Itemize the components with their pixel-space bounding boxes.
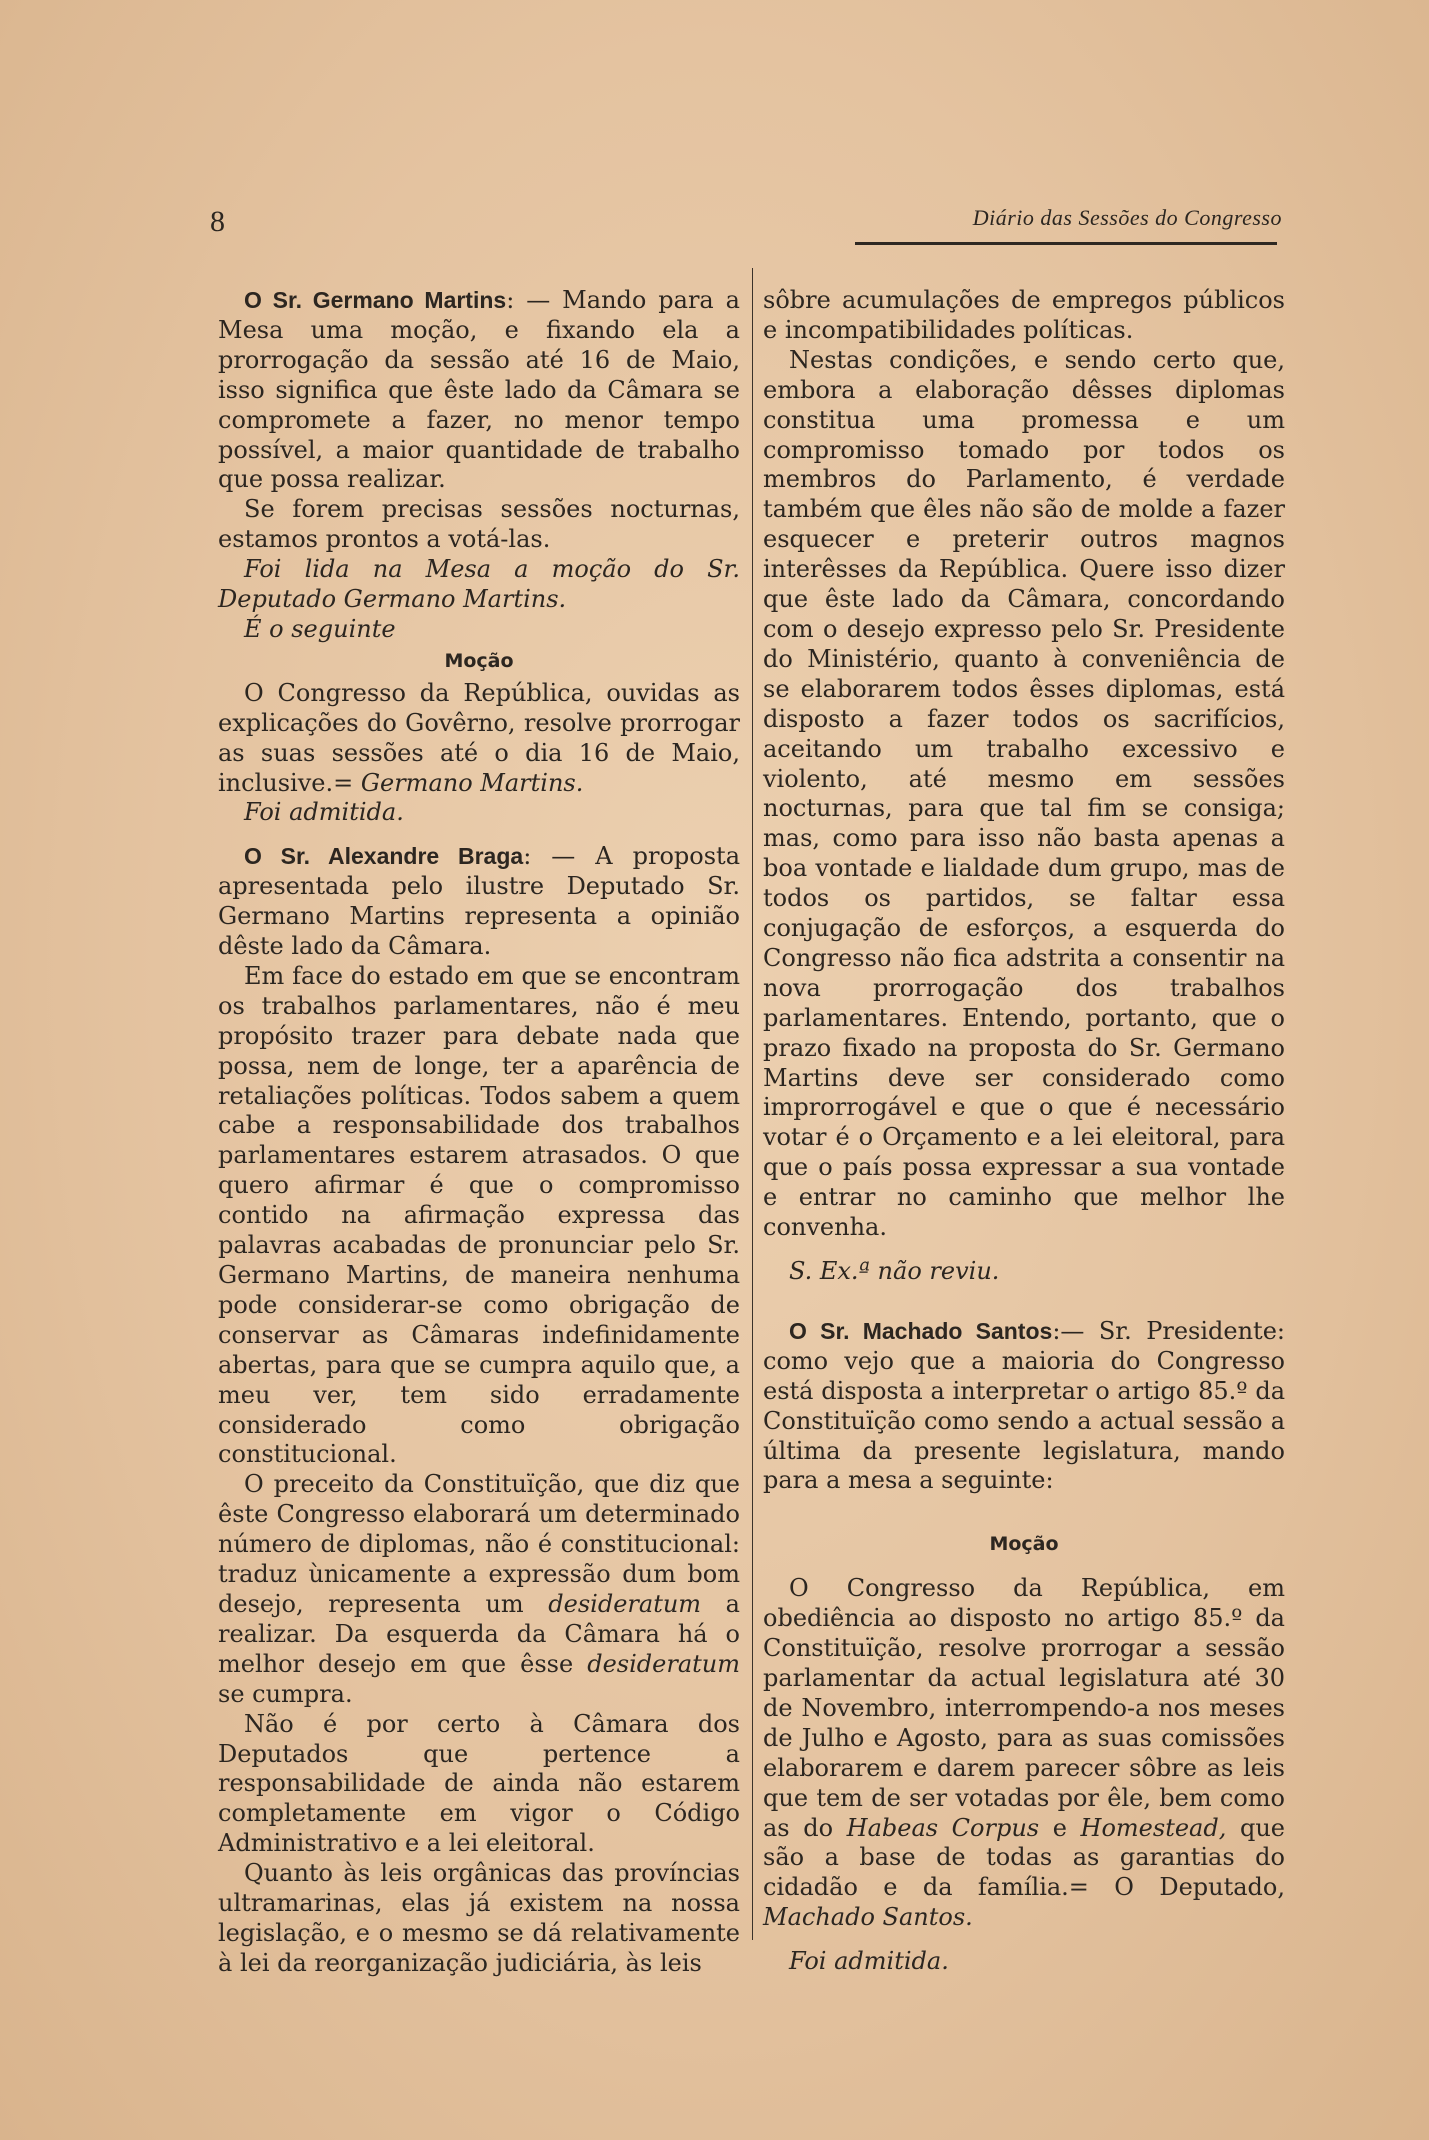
right-column bbox=[763, 272, 1285, 1977]
motion-text bbox=[218, 679, 740, 799]
admitted-note: Foi admitida. bbox=[244, 798, 404, 827]
paragraph-text: :— Sr. Presidente: como vejo que a maioria do Congresso está disposta a interpretar o artigo 85.º da Constituïção como sendo a actual sessão a última da presente legislatura, mando para a mesa a seguinte: bbox=[763, 1316, 1285, 1495]
not-reviewed-note: S. Ex.ª não reviu. bbox=[789, 1257, 1000, 1285]
paragraph bbox=[218, 286, 740, 495]
paragraph bbox=[763, 1317, 1285, 1496]
paragraph: Nestas condições, e sendo certo que, embora a elaboração dêsses diplomas constitua uma promessa e um compromisso tomado por todos os membros do Parlamento, é verdade também que êles não são de molde a fazer esquecer e preterir outros magnos interêsses da República. Quere isso dizer que êste lado da Câmara, concordando com o desejo expresso pelo Sr. Presidente do Ministério, quanto à conveniência de se elaborarem todos êsses diplomas, está disposto a fazer todos os sacrifícios, aceitando um trabalho excessivo e violento, até mesmo em sessões nocturnas, para que tal fim se consiga; mas, como para isso não basta apenas a boa vontade e lialdade dum grupo, mas de todos os partidos, se faltar essa conjugação de esforços, a esquerda do Congresso não fica adstrita a consentir na nova prorrogação dos trabalhos parlamentares. Entendo, portanto, que o prazo fixado na proposta do Sr. Germano Martins deve ser considerado como improrrogável e que o que é necessário votar é o Orçamento e a lei eleitoral, para que o país possa expressar a sua vontade e entrar no caminho que melhor lhe convenha. bbox=[763, 345, 1285, 1242]
text-span: e bbox=[1052, 1813, 1067, 1842]
paragraph bbox=[218, 1470, 740, 1709]
paragraph: Não é por certo à Câmara dos Deputados que pertence a responsabilidade de ainda não estarem completamente em vigor o Código Administrativo e a lei eleitoral. bbox=[218, 1709, 740, 1858]
column-divider bbox=[752, 268, 753, 1940]
left-column bbox=[218, 272, 740, 1979]
motion-title: Moção bbox=[444, 649, 514, 672]
page-number: 8 bbox=[210, 205, 225, 238]
header-rule bbox=[855, 242, 1277, 245]
running-title: Diário das Sessões do Congresso bbox=[972, 205, 1282, 230]
text-span: se cumpra. bbox=[218, 1679, 353, 1708]
latin-term: desideratum bbox=[587, 1649, 740, 1678]
motion-text bbox=[763, 1574, 1285, 1933]
speaker-name: O Sr. Machado Santos bbox=[789, 1317, 1053, 1344]
english-term: Homestead, bbox=[1080, 1813, 1227, 1842]
text-span: O preceito da Constituïção, que diz que êste Congresso elaborará um determinado número de diplomas, não é constitucional: traduz ùnicamente a expressão dum bom desejo, representa um bbox=[218, 1470, 740, 1618]
paragraph: Em face do estado em que se encontram os trabalhos parlamentares, não é meu propósito trazer para debate nada que possa, nem de longe, ter a aparência de retaliações políticas. Todos sabem a quem cabe a responsabilidade dos trabalhos parlamentares estarem atrasados. O que quero afirmar é que o compromisso contido na afirmação expressa das palavras acabadas de pronunciar pelo Sr. Germano Martins, de maneira nenhuma pode considerar-se como obrigação de conservar as Câmaras indefinidamente abertas, para que se cumpra aquilo que, a meu ver, tem sido erradamente considerado como obrigação constitucional. bbox=[218, 961, 740, 1469]
paragraph: Se forem precisas sessões nocturnas, estamos prontos a votá-las. bbox=[218, 495, 740, 554]
paragraph: É o seguinte bbox=[244, 614, 396, 643]
admitted-note: Foi admitida. bbox=[789, 1947, 949, 1976]
motion-signature: Machado Santos. bbox=[763, 1903, 973, 1932]
speaker-name: O Sr. Germano Martins bbox=[244, 287, 507, 313]
paragraph: Quanto às leis orgânicas das províncias ultramarinas, elas já existem na nossa legislação, e o mesmo se dá relativamente à lei da reorganização judiciária, às leis bbox=[218, 1859, 740, 1977]
latin-term: desideratum bbox=[548, 1589, 702, 1618]
paragraph bbox=[218, 842, 740, 962]
paragraph-text: : — A proposta apresentada pelo ilustre Deputado Sr. Germano Martins representa a opinião dêste lado da Câmara. bbox=[218, 842, 741, 961]
text-span: O Congresso da República, em obediência ao disposto no artigo 85.º da Constituïção, resolve prorrogar a sessão parlamentar da actual legislatura até 30 de Novembro, interrompendo-a nos meses de Julho e Agosto, para as suas comissões elaborarem e darem parecer sôbre as leis que tem de ser votadas por êle, bem como as do bbox=[763, 1574, 1285, 1842]
motion-signature: = Germano Martins. bbox=[333, 768, 584, 797]
motion-body: O Congresso da República, ouvidas as explicações do Govêrno, resolve prorrogar as suas sessões até o dia 16 de Maio, inclusive. bbox=[218, 678, 740, 797]
paragraph: Foi lida na Mesa a moção do Sr. Deputado Germano Martins. bbox=[218, 555, 740, 614]
latin-term: Habeas Corpus bbox=[846, 1813, 1040, 1842]
paragraph: sôbre acumulações de empregos públicos e incompatibilidades políticas. bbox=[763, 286, 1285, 344]
speaker-name: O Sr. Alexandre Braga bbox=[244, 843, 524, 870]
text-span: que são a base de todas as garantias do cidadão e da família.= O Deputado, bbox=[763, 1813, 1285, 1902]
motion-title: Moção bbox=[989, 1533, 1059, 1556]
text-span: a realizar. Da esquerda da Câmara há o melhor desejo em que êsse bbox=[218, 1589, 740, 1678]
paragraph-text: : — Mando para a Mesa uma moção, e fixando ela a prorrogação da sessão até 16 de Maio, isso significa que êste lado da Câmara se compromete a fazer, no menor tempo possível, a maior quantidade de trabalho que possa realizar. bbox=[218, 286, 740, 494]
